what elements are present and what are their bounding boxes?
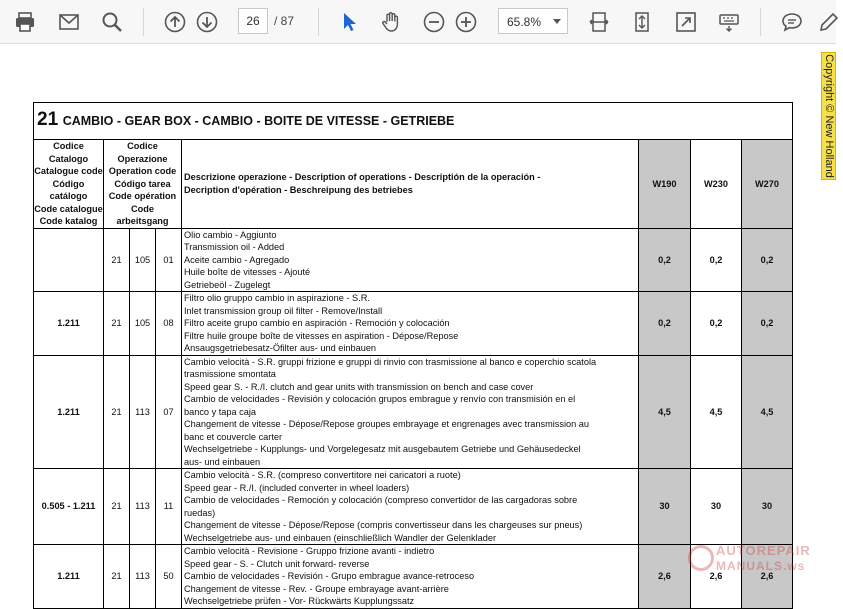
model-header-w230: W230	[691, 140, 742, 229]
email-icon[interactable]	[55, 8, 83, 36]
operation-code-header	[104, 140, 182, 229]
catalog-code-cell: 1.211	[34, 545, 104, 609]
description-line: Inlet transmission group oil filter - Remove/Install	[184, 305, 383, 316]
labor-time-cell: 4,5	[691, 355, 742, 469]
labor-time-cell: 4,5	[639, 355, 691, 469]
operation-code-cell: 21	[104, 545, 130, 609]
description-line: Olio cambio - Aggiunto	[184, 229, 277, 240]
operation-code-cell: 113	[130, 355, 156, 469]
zoom-in-icon[interactable]	[452, 8, 480, 36]
fit-page-icon[interactable]	[585, 8, 613, 36]
toolbar-separator	[318, 8, 319, 36]
previous-page-icon[interactable]	[161, 8, 189, 36]
keyboard-icon[interactable]	[715, 8, 743, 36]
description-cell	[182, 228, 639, 292]
labor-time-cell: 2,6	[639, 545, 691, 609]
copyright-banner	[821, 52, 836, 180]
section-number: 21	[37, 108, 59, 130]
description-line: Wechselgetriebe aus- und einbauen (einschließlich Wandler der Gelenklader	[184, 532, 497, 543]
operation-code-cell: 105	[130, 292, 156, 356]
catalog-code-cell: 1.211	[34, 355, 104, 469]
labor-time-cell: 30	[742, 469, 793, 545]
section-title: CAMBIO - GEAR BOX - CAMBIO - BOITE DE VITESSE - GETRIEBE	[62, 113, 455, 128]
table-body	[34, 228, 793, 609]
description-line: Wechselgetriebe prüfen - Vor- Rückwärts Kupplungssatz	[184, 596, 415, 607]
copyright-text: Copyright © New Holland	[822, 54, 835, 178]
description-line: aus- und einbauen	[184, 456, 261, 467]
labor-time-cell: 0,2	[691, 292, 742, 356]
description-header-line: Decription d'opération - Beschreipung des betriebes	[184, 184, 413, 195]
description-line: Getriebeöl - Zugelegt	[184, 279, 271, 290]
description-line: Speed gear S. - R./I. clutch and gear units with transmission on bench and case cover	[184, 381, 534, 392]
labor-time-cell: 30	[639, 469, 691, 545]
description-line: Changement de vitesse - Dépose/Repose (compris convertisseur dans les chargeuses sur pneus)	[184, 520, 583, 530]
rotate-page-icon[interactable]	[628, 8, 656, 36]
next-page-icon[interactable]	[193, 8, 221, 36]
table-row	[34, 355, 793, 469]
operation-header-line: Code arbeitsgang	[116, 203, 169, 226]
catalog-header-line: Code catalogue	[34, 203, 103, 214]
catalog-code-cell	[34, 228, 104, 292]
table-row	[34, 228, 793, 292]
operation-code-cell: 21	[104, 292, 130, 356]
zoom-level-select[interactable]	[498, 8, 568, 34]
search-icon[interactable]	[98, 8, 126, 36]
labor-time-cell: 0,2	[639, 292, 691, 356]
description-line: Cambio de velocidades - Revisión y colocación grupos embrague y renvío con transmisión en el	[184, 394, 576, 404]
operation-code-cell: 21	[104, 469, 130, 545]
operation-header-line: Operation code	[108, 166, 177, 176]
full-screen-icon[interactable]	[672, 8, 700, 36]
section-header-cell	[34, 103, 793, 140]
description-header-line: Descrizione operazione - Description of operations - Descriptión de la operación -	[184, 172, 541, 183]
operation-code-cell: 113	[130, 545, 156, 609]
catalog-code-cell: 0.505 - 1.211	[34, 469, 104, 545]
labor-time-cell: 2,6	[742, 545, 793, 609]
description-line: Cambio de velocidades - Remoción y colocación (compreso convertidor de las cargadoras sobre	[184, 495, 578, 505]
description-line: Cambio velocità - Revisione - Gruppo frizione avanti - indietro	[184, 546, 435, 557]
toolbar-separator	[143, 8, 144, 36]
comment-icon[interactable]	[778, 8, 806, 36]
description-line: trasmissione smontata	[184, 369, 276, 379]
operation-header-line: Code opération	[108, 191, 177, 201]
description-line: Wechselgetriebe - Kupplungs- und Vorgelegesatz mit ausgebautem Getriebe und Gehäusedeckel	[184, 444, 581, 454]
operation-code-cell: 50	[156, 545, 182, 609]
page-total: / 87	[274, 14, 295, 28]
description-line: Filtre huile groupe boîte de vitesses en aspiration - Dépose/Repose	[184, 330, 459, 341]
description-line: Cambio velocità - S.R. gruppi frizione e gruppi di rinvio con trasmissione al banco e coperchio scatola	[184, 356, 597, 367]
description-cell	[182, 292, 639, 356]
catalog-header-line: Code katalog	[39, 216, 98, 226]
description-line: Filtro olio gruppo cambio in aspirazione - S.R.	[184, 293, 370, 303]
description-cell	[182, 469, 639, 545]
watermark-line1: AUTOREPAIR	[716, 543, 811, 558]
catalog-header-line: Codice Catalogo	[48, 141, 89, 164]
description-line: Changement de vitesse - Dépose/Repose groupes embrayage et engrenages avec transmission au	[184, 419, 589, 429]
description-line: banco y tapa caja	[184, 406, 257, 417]
description-cell	[182, 355, 639, 469]
catalog-code-cell: 1.211	[34, 292, 104, 356]
section-header-row	[34, 103, 793, 140]
operation-header-line: Codice Operazione	[117, 141, 168, 164]
operation-code-cell: 105	[130, 228, 156, 292]
pdf-toolbar	[0, 0, 836, 44]
labor-time-cell: 0,2	[691, 228, 742, 292]
labor-times-table	[33, 102, 793, 609]
pen-icon[interactable]	[815, 8, 843, 36]
description-line: Speed gear - R./I. (included converter in wheel loaders)	[184, 482, 410, 493]
labor-time-cell: 0,2	[639, 228, 691, 292]
operation-code-cell: 11	[156, 469, 182, 545]
labor-time-cell: 30	[691, 469, 742, 545]
operation-header-line: Código tarea	[114, 178, 171, 189]
labor-time-cell: 4,5	[742, 355, 793, 469]
operation-code-cell: 21	[104, 228, 130, 292]
description-line: Cambio de velocidades - Revisión - Grupo embrague avance-retroceso	[184, 571, 475, 582]
operation-code-cell: 07	[156, 355, 182, 469]
chevron-down-icon	[553, 19, 561, 24]
description-cell	[182, 545, 639, 609]
operation-code-cell: 113	[130, 469, 156, 545]
catalog-header-line: Catalogue code	[34, 166, 103, 176]
watermark	[686, 541, 826, 577]
zoom-out-icon[interactable]	[420, 8, 448, 36]
toolbar-separator	[760, 8, 761, 36]
watermark-logo-icon	[688, 545, 714, 571]
catalog-code-header	[34, 140, 104, 229]
operation-code-cell: 21	[104, 355, 130, 469]
model-header-w190: W190	[639, 140, 691, 229]
description-line: Speed gear - S. - Clutch unit forward- reverse	[184, 558, 370, 569]
watermark-line2: MANUALS.ws	[716, 559, 806, 573]
operation-code-cell: 01	[156, 228, 182, 292]
model-header-w270: W270	[742, 140, 793, 229]
description-line: Transmission oil - Added	[184, 242, 285, 252]
print-icon[interactable]	[11, 8, 39, 36]
description-line: Aceite cambio - Agregado	[184, 254, 290, 265]
description-line: Cambio velocità - S.R. (compreso convertitore nei caricatori a ruote)	[184, 470, 461, 480]
table-row	[34, 545, 793, 609]
page-number-input[interactable]	[238, 8, 268, 34]
table-row	[34, 469, 793, 545]
table-row	[34, 292, 793, 356]
description-line: banc et couvercle carter	[184, 431, 283, 442]
labor-time-cell: 0,2	[742, 292, 793, 356]
catalog-header-line: Código catálogo	[49, 178, 88, 201]
description-header	[182, 140, 639, 229]
description-line: Filtro aceite grupo cambio en aspiración - Remoción y colocación	[184, 318, 450, 328]
zoom-level-value: 65.8%	[507, 15, 542, 29]
description-line: Changement de vitesse - Rev. - Groupe embrayage avant-arrière	[184, 583, 449, 594]
description-line: Ansaugsgetriebesatz-Öfilter aus- und einbauen	[184, 343, 377, 353]
column-header-row	[34, 140, 793, 229]
labor-time-cell: 0,2	[742, 228, 793, 292]
hand-tool-icon[interactable]	[377, 8, 405, 36]
description-line: ruedas)	[184, 507, 216, 518]
operation-code-cell: 08	[156, 292, 182, 356]
labor-time-cell: 2,6	[691, 545, 742, 609]
select-cursor-icon[interactable]	[335, 8, 363, 36]
description-line: Huile boîte de vitesses - Ajouté	[184, 267, 311, 277]
